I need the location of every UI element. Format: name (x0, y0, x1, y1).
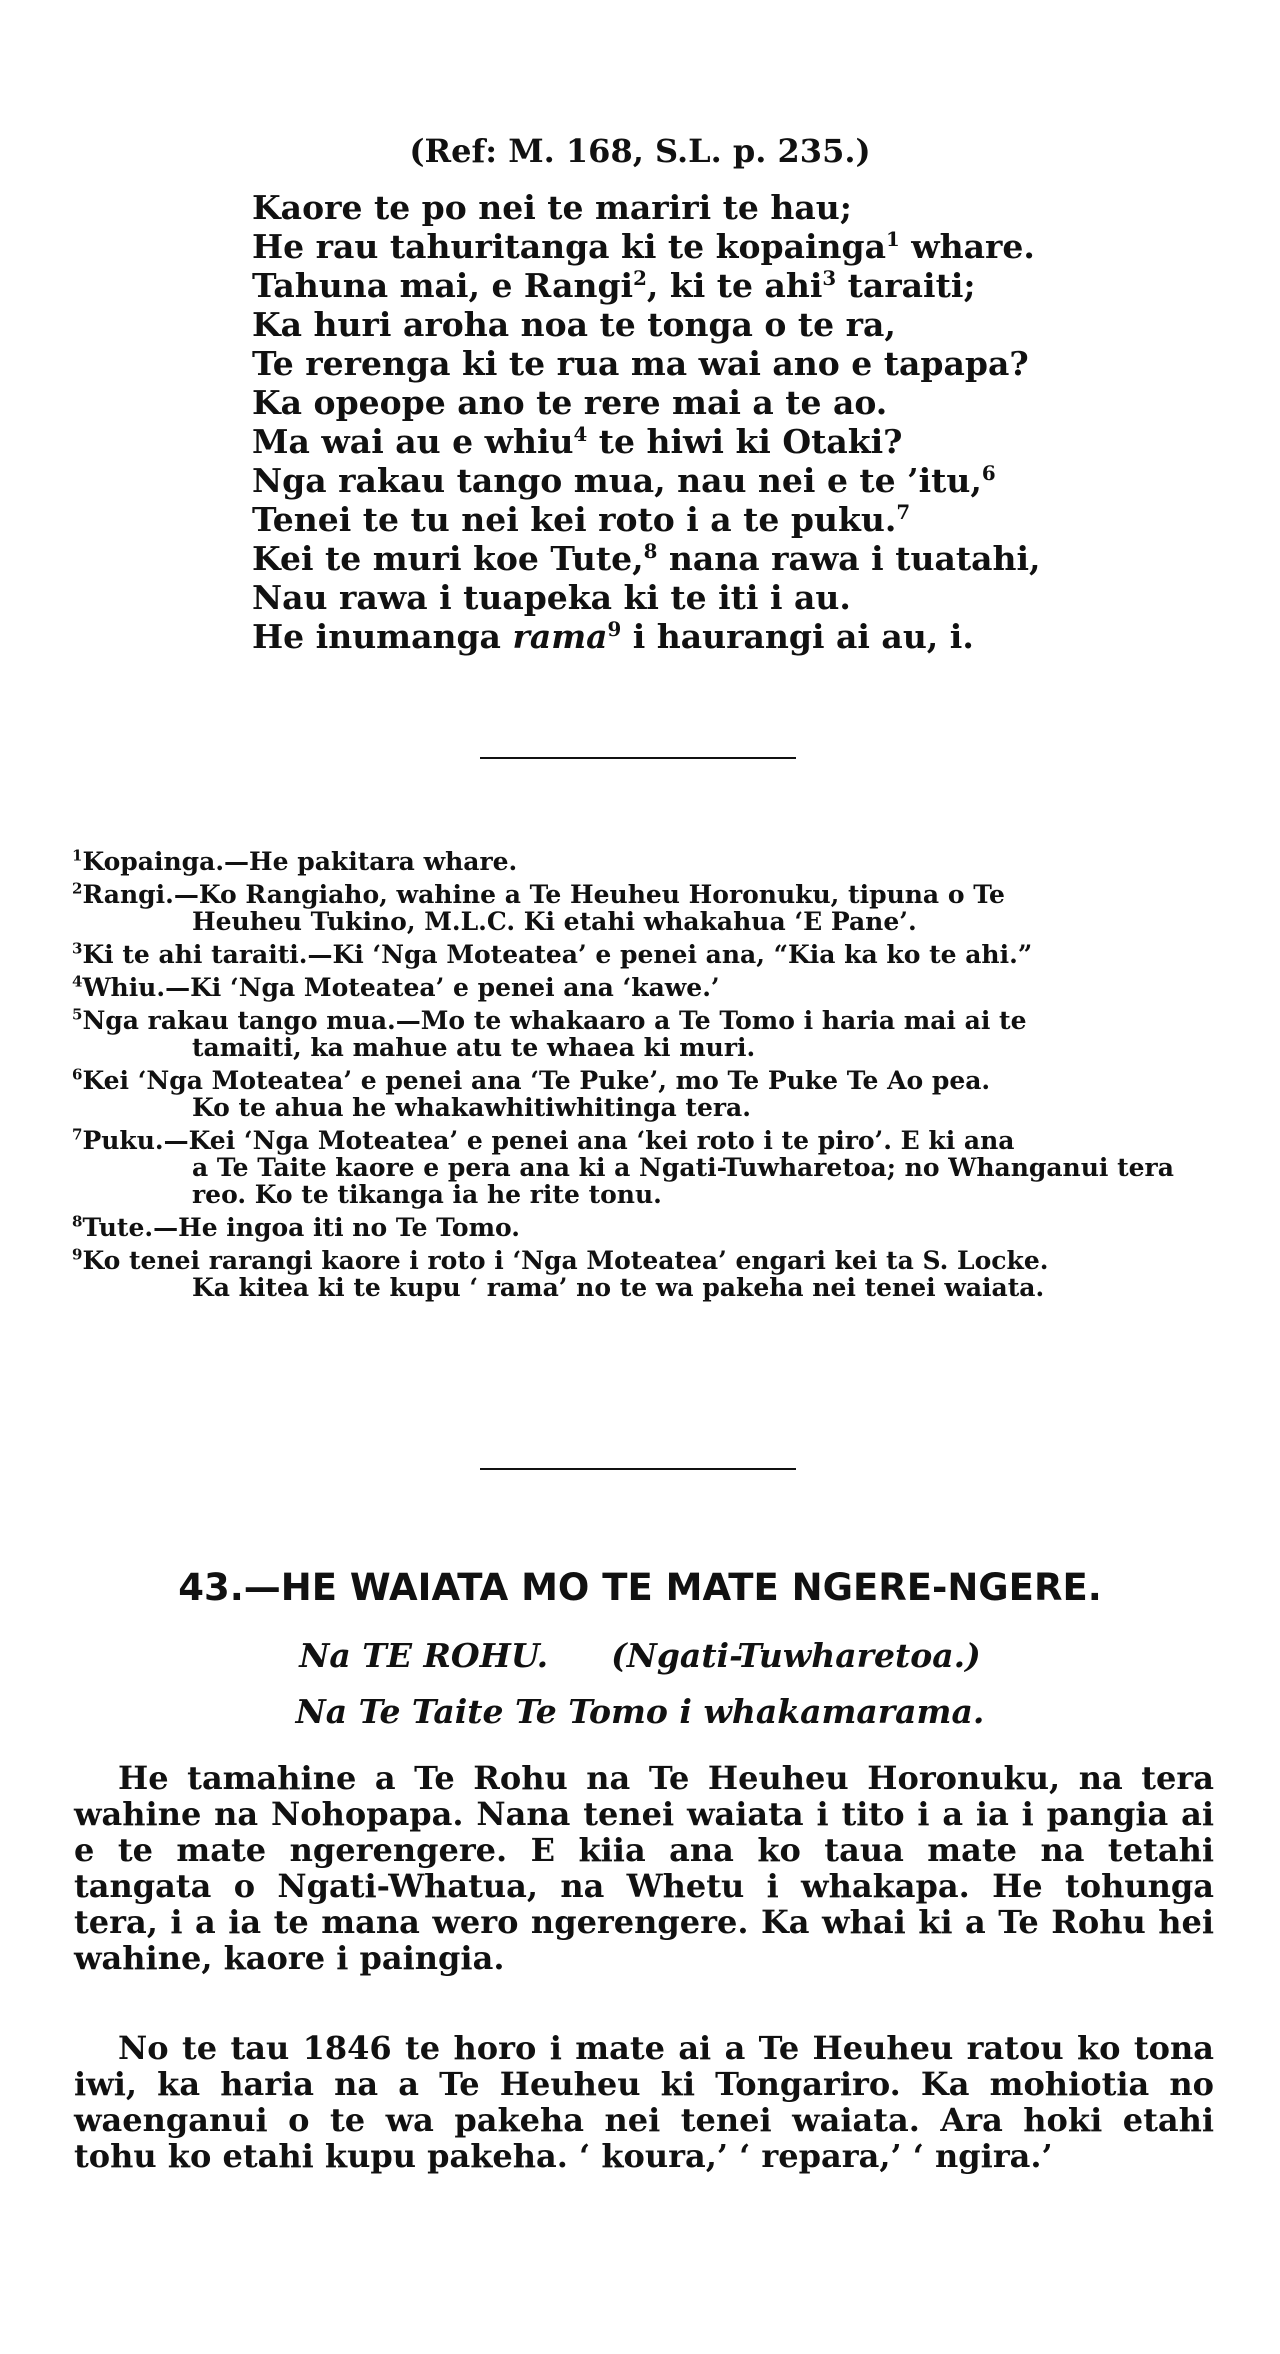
poem-line: Kei te muri koe Tute,$^8$ nana rawa i tuatahi, (252, 539, 1041, 578)
divider-rule (480, 757, 796, 759)
poem-line: Ka huri aroha noa te tonga o te ra, (252, 305, 896, 344)
footnote: $^8$Tute.—He ingoa iti no Te Tomo. (72, 1212, 520, 1242)
poem-line: Ka opeope ano te rere mai a te ao. (252, 383, 888, 422)
song-title: 43.—HE WAIATA MO TE MATE NGERE-NGERE. (178, 1566, 1102, 1609)
poem-line: He inumanga rama$^9$ i haurangi ai au, i. (252, 617, 974, 656)
footnote: $^9$Ko tenei rarangi kaore i roto i ‘Nga Moteatea’ engari kei ta S. Locke. Ka kitea ki te kupu ‘ rama’ no te wa pakeha nei tenei waiata. (72, 1245, 1049, 1302)
divider-rule (480, 1468, 796, 1470)
author-line (0, 1636, 1280, 1675)
footnote: $^6$Kei ‘Nga Moteatea’ e penei ana ‘Te Puke’, mo Te Puke Te Ao pea. Ko te ahua he whakawhitiwhitinga tera. (72, 1065, 991, 1122)
poem-line: Tahuna mai, e Rangi$^2$, ki te ahi$^3$ taraiti; (252, 266, 976, 305)
footnote: $^3$Ki te ahi taraiti.—Ki ‘Nga Moteatea’ e penei ana, “Kia ka ko te ahi.” (72, 939, 1033, 969)
poem-line: Ma wai au e whiu$^4$ te hiwi ki Otaki? (252, 422, 903, 461)
poem-line: Nga rakau tango mua, nau nei e te ’itu,$^6$ (252, 461, 996, 500)
poem-line: Tenei te tu nei kei roto i a te puku.$^7$ (252, 500, 911, 539)
poem-line: Nau rawa i tuapeka ki te iti i au. (252, 578, 851, 617)
footnote: $^2$Rangi.—Ko Rangiaho, wahine a Te Heuheu Horonuku, tipuna o Te Heuheu Tukino, M.L.C. Ki etahi whakahua ‘E Pane’. (72, 879, 1005, 936)
paragraph: No te tau 1846 te horo i mate ai a Te Heuheu ratou ko tona iwi, ka haria na a Te Heuheu ki Tongariro. Ka mohiotia no waenganui o te wa pakeha nei tenei waiata. Ara hoki etahi tohu ko etahi kupu pakeha. ‘ koura,’ ‘ repara,’ ‘ ngira.’ (74, 2029, 1214, 2175)
poem-line: Te rerenga ki te rua ma wai ano e tapapa? (252, 344, 1029, 383)
poem-line: He rau tahuritanga ki te kopainga$^1$ whare. (252, 227, 1035, 266)
paragraph: He tamahine a Te Rohu na Te Heuheu Horonuku, na tera wahine na Nohopapa. Nana tenei waiata i tito i a ia i pangia ai e te mate ngerengere. E kiia ana ko taua mate na tetahi tangata o Ngati-Whatua, na Whetu i whakapa. He tohunga tera, i a ia te mana wero ngerengere. Ka whai ki a Te Rohu hei wahine, kaore i paingia. (74, 1759, 1214, 1977)
footnote: $^4$Whiu.—Ki ‘Nga Moteatea’ e penei ana ‘kawe.’ (72, 972, 720, 1002)
footnote: $^1$Kopainga.—He pakitara whare. (72, 846, 518, 876)
author: Na TE ROHU. (299, 1636, 549, 1675)
poem-line: Kaore te po nei te mariri te hau; (252, 188, 852, 227)
poem (252, 188, 1252, 656)
footnotes (72, 848, 1222, 1307)
explained-by: Na Te Taite Te Tomo i whakamarama. (295, 1692, 985, 1731)
footnote: $^7$Puku.—Kei ‘Nga Moteatea’ e penei ana ‘kei roto i te piro’. E ki ana a Te Taite kaore e pera ana ki a Ngati-Tuwharetoa; no Whanganui tera reo. Ko te tikanga ia he rite tonu. (72, 1125, 1174, 1209)
footnote: $^5$Nga rakau tango mua.—Mo te whakaaro a Te Tomo i haria mai ai te tamaiti, ka mahue atu te whaea ki muri. (72, 1005, 1027, 1062)
tribe: (Ngati-Tuwharetoa.) (611, 1636, 981, 1675)
reference: (Ref: M. 168, S.L. p. 235.) (409, 132, 871, 170)
